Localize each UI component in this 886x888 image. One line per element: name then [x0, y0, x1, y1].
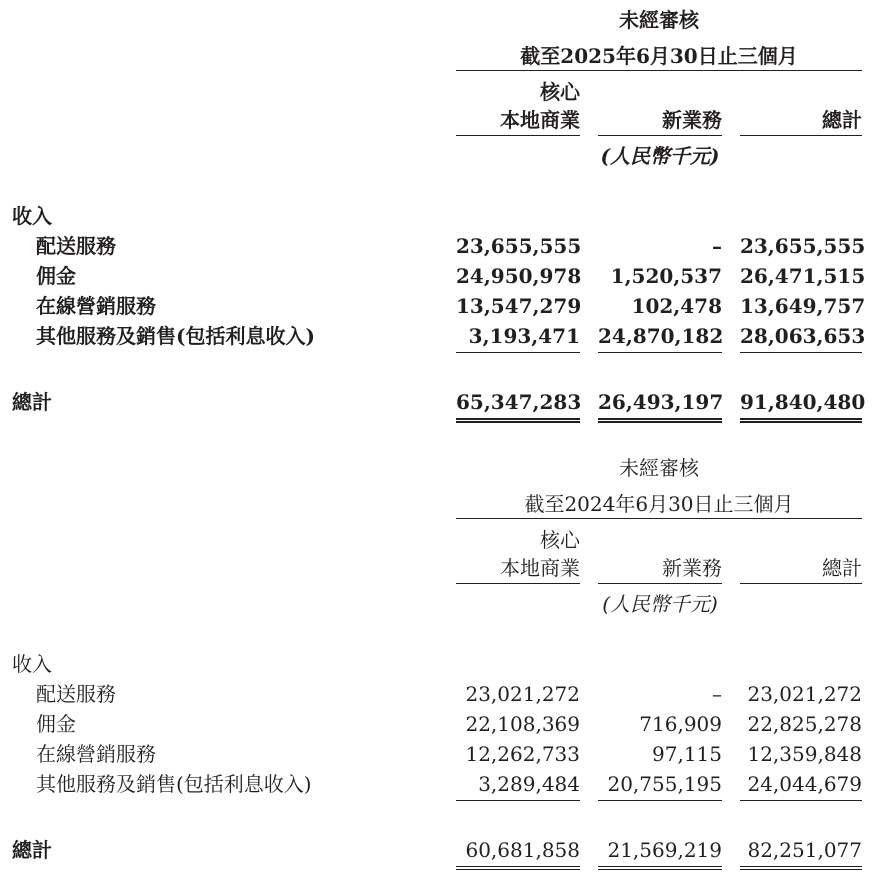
col-header-underline: [598, 135, 722, 136]
table-period: 截至2024年6月30日止三個月: [524, 492, 794, 516]
row-label: 佣金: [36, 712, 76, 736]
total-value: 21,569,219: [607, 838, 722, 862]
table-period: 截至2025年6月30日止三個月: [520, 44, 798, 68]
row-label: 配送服務: [36, 682, 116, 706]
unit-label: (人民幣千元): [600, 144, 720, 168]
cell-value: 20,755,195: [607, 772, 722, 796]
subtotal-rule: [598, 800, 722, 801]
cell-value: 3,289,484: [478, 772, 580, 796]
cell-value: 24,950,978: [456, 264, 582, 288]
row-label: 佣金: [36, 264, 76, 288]
table-title: 未經審核: [619, 456, 699, 480]
row-label: 其他服務及銷售(包括利息收入): [36, 324, 315, 348]
subtotal-rule: [456, 352, 580, 353]
table-title: 未經審核: [619, 8, 699, 32]
cell-value: 12,359,848: [747, 742, 862, 766]
total-value: 91,840,480: [740, 390, 866, 414]
col-header-total: 總計: [822, 556, 862, 580]
col-header-core-line2: 本地商業: [500, 556, 580, 580]
subtotal-rule: [740, 800, 862, 801]
total-double-rule: [456, 866, 580, 870]
cell-value: 102,478: [631, 294, 722, 318]
unit-label: (人民幣千元): [602, 592, 718, 616]
row-label: 在線營銷服務: [36, 742, 156, 766]
cell-value: 28,063,653: [740, 324, 866, 348]
col-header-total: 總計: [822, 108, 862, 132]
col-header-new-business: 新業務: [662, 556, 722, 580]
row-label: 其他服務及銷售(包括利息收入): [36, 772, 312, 796]
subtotal-rule: [740, 352, 862, 353]
section-label: 收入: [12, 652, 52, 676]
revenue-table-2025: [0, 0, 886, 440]
col-header-underline: [456, 135, 580, 136]
total-label: 總計: [12, 390, 52, 414]
subtotal-rule: [598, 352, 722, 353]
subtotal-rule: [456, 800, 580, 801]
col-header-underline: [740, 583, 862, 584]
col-header-underline: [456, 583, 580, 584]
col-header-underline: [598, 583, 722, 584]
cell-value: 22,108,369: [465, 712, 580, 736]
cell-value: 24,870,182: [598, 324, 724, 348]
cell-value: 22,825,278: [747, 712, 862, 736]
cell-value: –: [712, 234, 722, 258]
cell-value: 23,655,555: [740, 234, 866, 258]
cell-value: –: [712, 682, 722, 706]
cell-value: 97,115: [652, 742, 722, 766]
row-label: 配送服務: [36, 234, 116, 258]
total-double-rule: [598, 418, 722, 423]
cell-value: 12,262,733: [465, 742, 580, 766]
col-header-underline: [740, 135, 862, 136]
total-double-rule: [456, 418, 580, 423]
cell-value: 13,649,757: [740, 294, 866, 318]
cell-value: 24,044,679: [747, 772, 862, 796]
section-label: 收入: [12, 204, 52, 228]
cell-value: 26,471,515: [740, 264, 866, 288]
cell-value: 23,655,555: [456, 234, 582, 258]
total-label: 總計: [12, 838, 52, 862]
col-header-core-line2: 本地商業: [500, 108, 580, 132]
cell-value: 1,520,537: [610, 264, 722, 288]
total-double-rule: [598, 866, 722, 870]
total-double-rule: [740, 866, 862, 870]
cell-value: 13,547,279: [456, 294, 582, 318]
cell-value: 23,021,272: [465, 682, 580, 706]
total-value: 65,347,283: [456, 390, 582, 414]
total-value: 26,493,197: [598, 390, 724, 414]
period-underline: [456, 70, 862, 71]
total-value: 82,251,077: [747, 838, 862, 862]
cell-value: 23,021,272: [747, 682, 862, 706]
col-header-core-line1: 核心: [540, 528, 580, 552]
cell-value: 3,193,471: [468, 324, 580, 348]
revenue-table-2024: [0, 448, 886, 888]
col-header-new-business: 新業務: [662, 108, 722, 132]
total-value: 60,681,858: [465, 838, 580, 862]
row-label: 在線營銷服務: [36, 294, 156, 318]
cell-value: 716,909: [639, 712, 722, 736]
period-underline: [456, 518, 862, 519]
total-double-rule: [740, 418, 862, 423]
col-header-core-line1: 核心: [540, 80, 580, 104]
